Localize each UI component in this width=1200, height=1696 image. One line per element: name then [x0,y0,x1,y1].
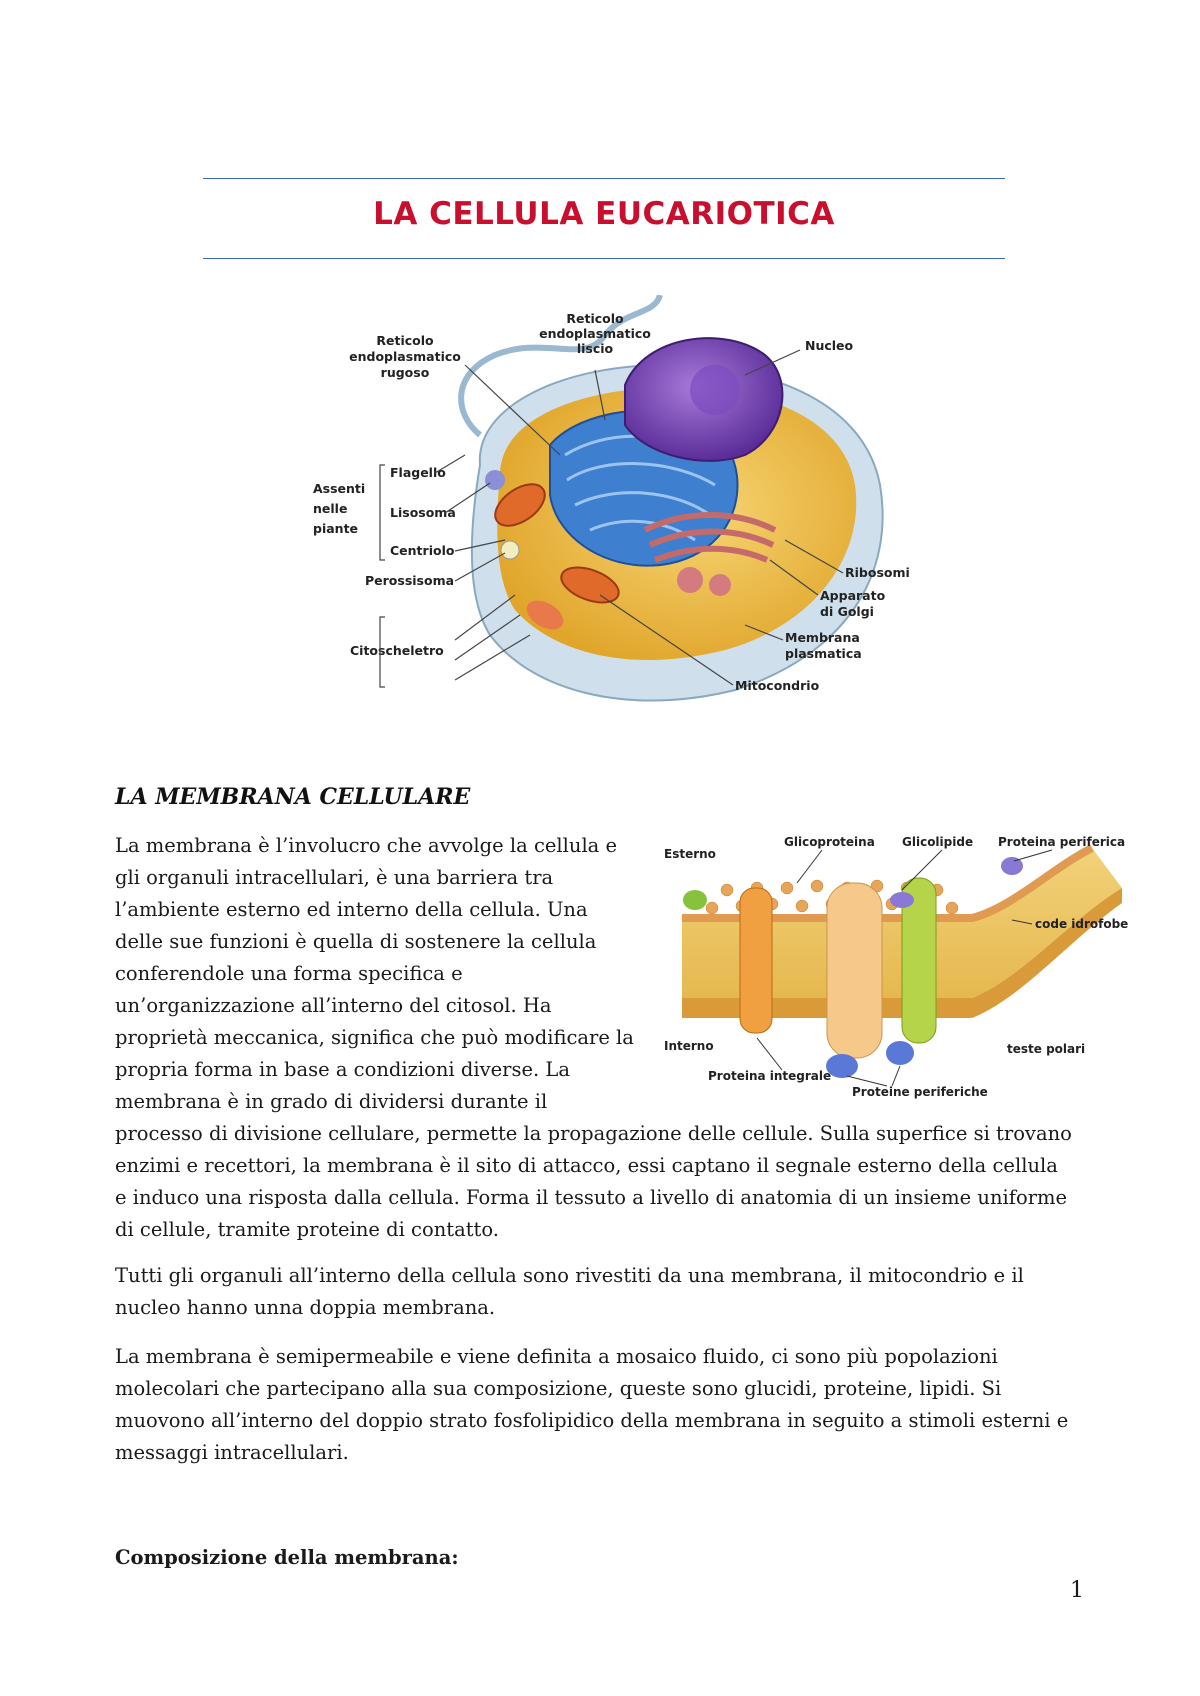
svg-text:Esterno: Esterno [664,847,716,861]
label-ribosomi: Ribosomi [845,565,910,580]
page-title: LA CELLULA EUCARIOTICA [373,196,835,232]
svg-text:Glicoproteina: Glicoproteina [784,835,875,849]
label-mitocondrio: Mitocondrio [735,678,820,693]
svg-text:Interno: Interno [664,1039,714,1053]
title-rule-bottom [203,258,1005,259]
label-assenti: Assenti nelle piante [313,481,366,536]
svg-text:teste polari: teste polari [1007,1042,1086,1056]
cell-membrane-illustration [652,828,1137,1108]
eukaryotic-cell-illustration [305,295,915,715]
label-lisosoma: Lisosoma [390,505,456,520]
paragraph-1: La membrana è l’involucro che avvolge la cellula e gli organuli intracellulari, è una barriera tra l’ambiente esterno ed interno della cellula. Una delle sue funzioni è quella di sostenere la cellula conferendole una forma specifica e un’organizzazione all’interno del citosol. Ha proprietà meccanica, significa che può modificare la propria forma in base a condizioni diverse. La membrana è in grado di dividersi durante il [115,834,634,1113]
label-ser: Reticolo endoplasmatico liscio [539,311,651,356]
label-nucleo: Nucleo [805,338,854,353]
title-rule-top [203,178,1005,179]
lysosome [485,470,505,490]
label-perossisoma: Perossisoma [365,573,455,588]
page-number: 1 [1070,1578,1084,1603]
label-membrana: Membrana plasmatica [785,630,862,661]
paragraph-2: Tutti gli organuli all’interno della cellula sono rivestiti da una membrana, il mitocondrio e il nucleo hanno unna doppia membrana. [115,1264,1024,1319]
label-centriolo: Centriolo [390,543,455,558]
svg-text:code idrofobe: code idrofobe [1035,917,1129,931]
section-title: LA MEMBRANA CELLULARE [115,784,471,810]
svg-text:Proteine periferiche: Proteine periferiche [852,1085,988,1099]
subheading-composition: Composizione della membrana: [115,1546,459,1569]
peroxisome [501,541,519,559]
label-flagello: Flagello [390,465,446,480]
paragraph-1-continued: processo di divisione cellulare, permette la propagazione delle cellule. Sulla superfice si trovano enzimi e recettori, la membrana è il sito di attacco, essi captano il segnale esterno della cellula e induco una risposta dalla cellula. Forma il tessuto a livello di anatomia di un insieme uniforme di cellule, tramite proteine di contatto. [115,1122,1072,1241]
svg-text:Glicolipide: Glicolipide [902,835,974,849]
label-citoscheletro: Citoscheletro [350,643,444,658]
paragraph-3: La membrana è semipermeabile e viene definita a mosaico fluido, ci sono più popolazioni molecolari che partecipano alla sua composizione, queste sono glucidi, proteine, lipidi. Si muovono all’interno del doppio strato fosfolipidico della membrana in seguito a stimoli esterni e messaggi intracellulari. [115,1345,1069,1464]
label-golgi: Apparato di Golgi [820,588,886,619]
integral-protein [740,888,772,1033]
svg-text:Proteina periferica: Proteina periferica [998,835,1126,849]
svg-text:Proteina integrale: Proteina integrale [708,1069,832,1083]
label-rer: Reticolo endoplasmatico rugoso [349,333,461,380]
